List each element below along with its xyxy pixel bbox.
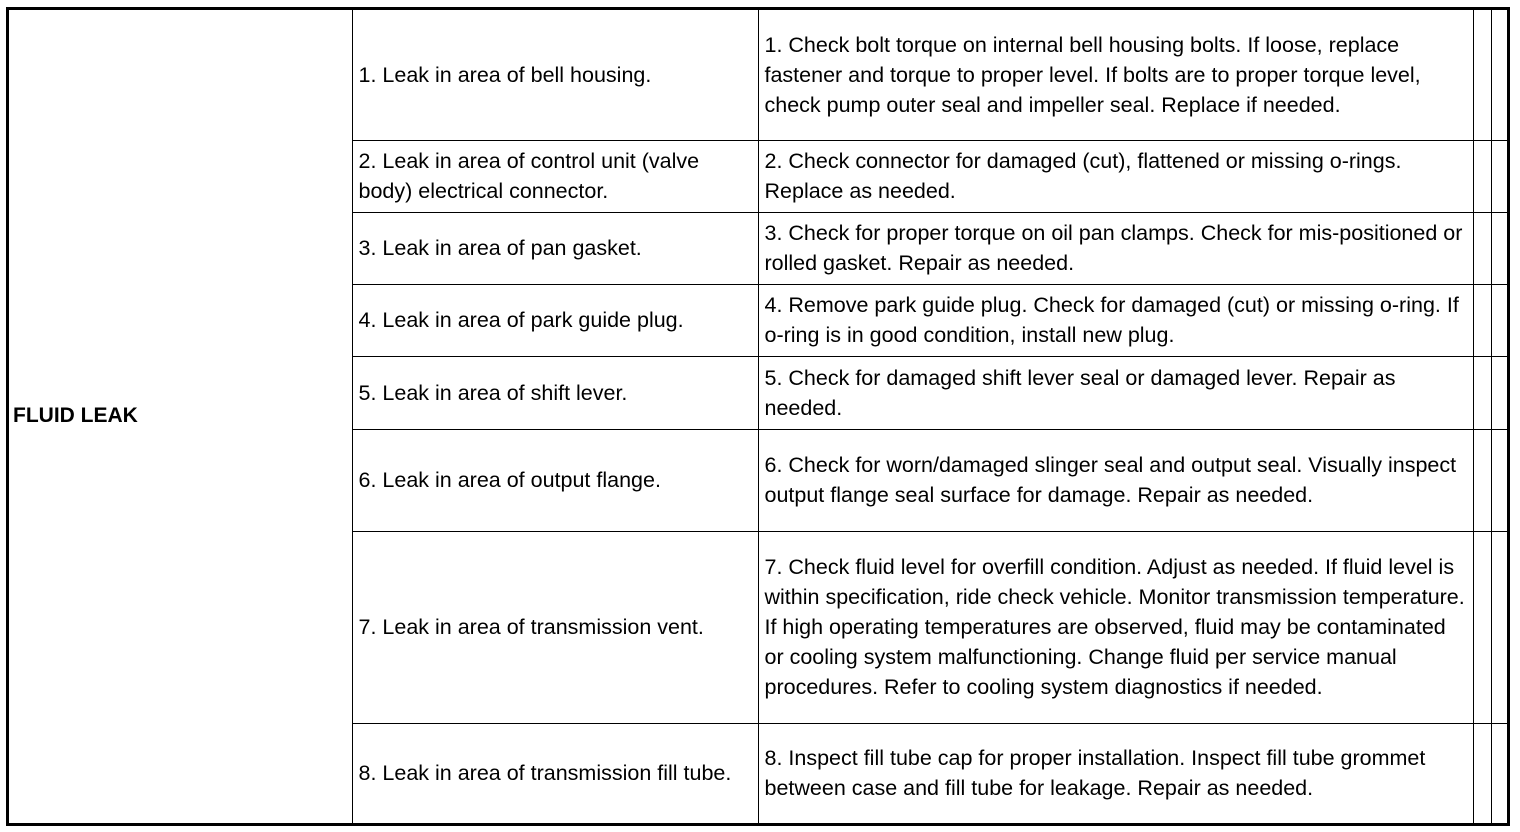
action-cell: 7. Check fluid level for overfill condition. Adjust as needed. If fluid level is within specification, ride check vehicle. Monitor transmission temperature. If high operating temperatures are observed, fluid may be contaminated or cooling system malfunctioning. Change fluid per service manual procedures. Refer to cooling system diagnostics if needed. xyxy=(758,531,1473,723)
check-box[interactable] xyxy=(1473,429,1491,531)
check-box[interactable] xyxy=(1473,212,1491,284)
action-cell: 3. Check for proper torque on oil pan clamps. Check for mis-positioned or rolled gasket. Repair as needed. xyxy=(758,212,1473,284)
condition-cell: 8. Leak in area of transmission fill tube. xyxy=(352,723,758,823)
diagnostic-table xyxy=(9,10,1507,824)
condition-cell: 1. Leak in area of bell housing. xyxy=(352,10,758,140)
condition-cell: 5. Leak in area of shift lever. xyxy=(352,356,758,429)
action-cell: 2. Check connector for damaged (cut), flattened or missing o-rings. Replace as needed. xyxy=(758,140,1473,212)
check-box[interactable] xyxy=(1491,531,1507,723)
condition-cell: 6. Leak in area of output flange. xyxy=(352,429,758,531)
check-box[interactable] xyxy=(1473,140,1491,212)
action-cell: 8. Inspect fill tube cap for proper installation. Inspect fill tube grommet between case and fill tube for leakage. Repair as needed. xyxy=(758,723,1473,823)
check-box[interactable] xyxy=(1473,723,1491,823)
check-box[interactable] xyxy=(1491,284,1507,356)
action-cell: 5. Check for damaged shift lever seal or damaged lever. Repair as needed. xyxy=(758,356,1473,429)
diagnostic-table-frame xyxy=(6,7,1510,826)
action-cell: 6. Check for worn/damaged slinger seal and output seal. Visually inspect output flange seal surface for damage. Repair as needed. xyxy=(758,429,1473,531)
check-box[interactable] xyxy=(1473,10,1491,140)
check-box[interactable] xyxy=(1491,212,1507,284)
action-cell: 4. Remove park guide plug. Check for damaged (cut) or missing o-ring. If o-ring is in good condition, install new plug. xyxy=(758,284,1473,356)
check-box[interactable] xyxy=(1491,10,1507,140)
check-box[interactable] xyxy=(1491,356,1507,429)
check-box[interactable] xyxy=(1491,429,1507,531)
action-cell: 1. Check bolt torque on internal bell housing bolts. If loose, replace fastener and torque to proper level. If bolts are to proper torque level, check pump outer seal and impeller seal. Replace if needed. xyxy=(758,10,1473,140)
check-box[interactable] xyxy=(1491,140,1507,212)
condition-cell: 7. Leak in area of transmission vent. xyxy=(352,531,758,723)
symptom-cell: FLUID LEAK xyxy=(9,10,352,823)
condition-cell: 3. Leak in area of pan gasket. xyxy=(352,212,758,284)
check-box[interactable] xyxy=(1473,284,1491,356)
check-box[interactable] xyxy=(1491,723,1507,823)
condition-cell: 4. Leak in area of park guide plug. xyxy=(352,284,758,356)
table-row xyxy=(9,10,1507,140)
check-box[interactable] xyxy=(1473,531,1491,723)
condition-cell: 2. Leak in area of control unit (valve body) electrical connector. xyxy=(352,140,758,212)
check-box[interactable] xyxy=(1473,356,1491,429)
